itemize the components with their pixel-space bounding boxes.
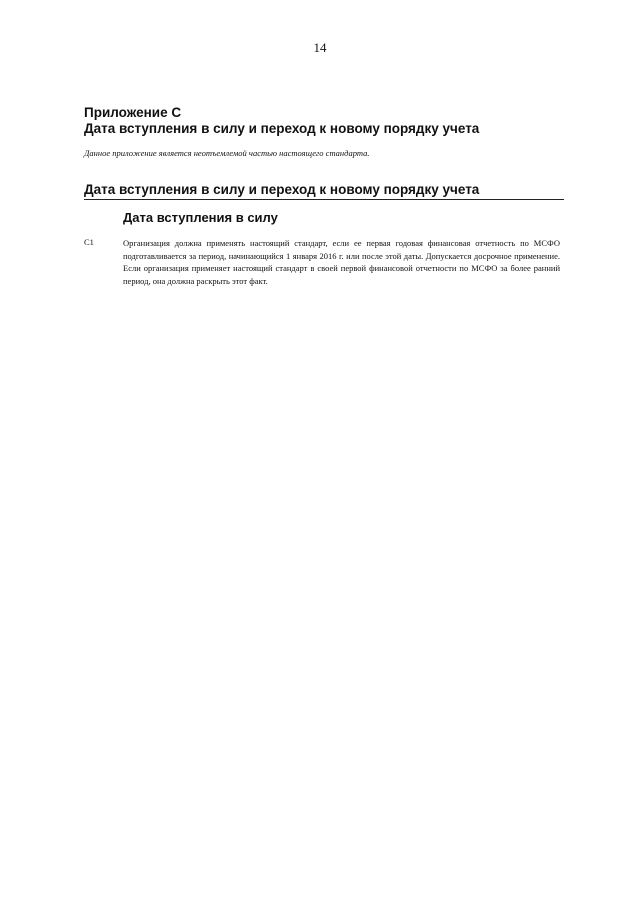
section-heading: Дата вступления в силу и переход к новому порядку учета [84,182,564,200]
appendix-subtitle: Дата вступления в силу и переход к новому порядку учета [84,121,480,136]
paragraph-text: Организация должна применять настоящий стандарт, если ее первая годовая финансовая отчетность по МСФО подготавливается за период, начинающийся 1 января 2016 г. или после этой даты. Допускается досрочное применение. Если организация применяет настоящий стандарт в своей первой финансовой отчетности по МСФО за более ранний период, она должна раскрыть этот факт. [123,238,560,286]
appendix-note: Данное приложение является неотъемлемой частью настоящего стандарта. [84,148,370,158]
page-number: 14 [313,40,327,55]
appendix-title: Приложение С [84,105,182,120]
paragraph-number: С1 [84,237,94,247]
subsection-heading: Дата вступления в силу [123,210,278,225]
